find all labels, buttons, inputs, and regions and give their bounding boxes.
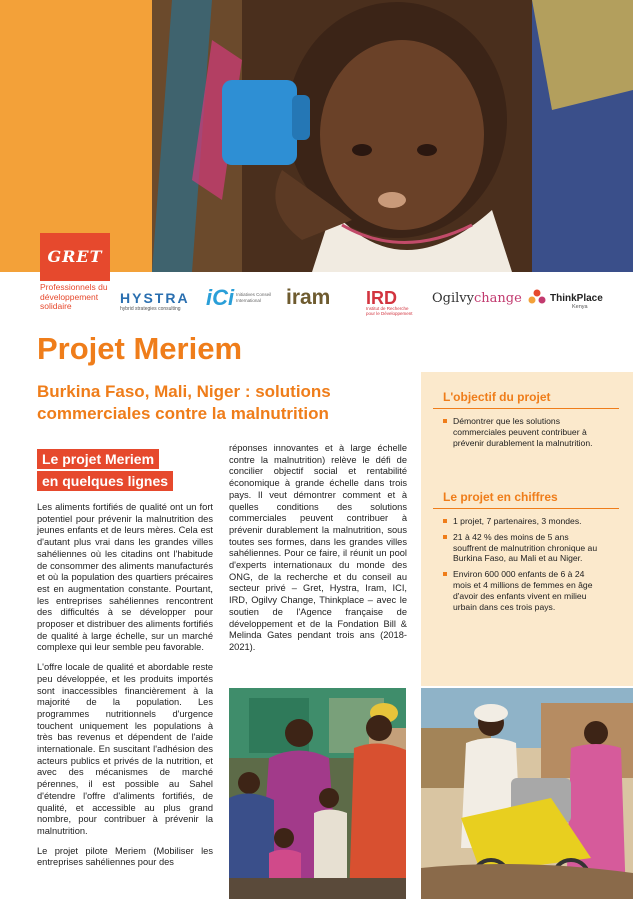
page-title: Projet Meriem xyxy=(37,331,243,366)
figures-rule xyxy=(433,508,619,509)
paragraph-3: Le projet pilote Meriem (Mobiliser les entreprises sahéliennes pour des xyxy=(37,845,213,868)
thinkplace-logo: ThinkPlace Kenya xyxy=(528,276,603,320)
header-photo-child-drinking xyxy=(152,0,633,272)
thinkplace-flower-icon xyxy=(528,289,546,307)
paragraph-2: L'offre locale de qualité et abordable reste peu développée, et les produits importés sont inaccessibles financièrement à la majorité de la population. Les programmes nutritionnels d'urgence touchent uniquement les populations à très bas revenus et dépendent de l'aide internationale. En suscitant l'adhésion des acteurs publics et privés de la nutrition, et avec des mécanismes de marché pérennes, il est possible au Sahel d'étendre l'offre d'aliments fortifiés, de qualité, et accessible au plus grand nombre, pour contribuer à prévenir la malnutrition. xyxy=(37,662,213,836)
objective-heading: L'objectif du projet xyxy=(443,390,551,404)
sidebar-box xyxy=(421,372,633,686)
gret-logo xyxy=(40,233,110,281)
objective-list xyxy=(443,416,603,453)
header-orange-block xyxy=(0,0,152,272)
figures-heading: Le projet en chiffres xyxy=(443,490,558,504)
list-item: Environ 600 000 enfants de 6 à 24 mois et 4 millions de femmes en âge d'avoir des enfants vivent en milieu urbain dans ces trois pays. xyxy=(443,569,603,612)
paragraph-1: Les aliments fortifiés de qualité ont un fort potentiel pour prévenir la malnutrition des jeunes enfants et de leurs mères. Cela est d'autant plus vrai dans les grandes villes sahéliennes où les citadins ont l'habitude de consommer des aliments manufacturés et où la population des quartiers précaires est en augmentation constante. Pourtant, les entreprises sahéliennes rencontrent des difficultés à se développer pour proposer et distribuer des aliments fortifiés de qualité à large échelle, sur un marché complexe qui leur semble peu favorable. xyxy=(37,502,213,653)
photo-street-vendor xyxy=(421,688,633,899)
objective-rule xyxy=(433,408,619,409)
partner-logos xyxy=(120,276,620,320)
ogilvy-change-logo: Ogilvy change xyxy=(432,290,522,306)
page-subtitle: Burkina Faso, Mali, Niger : solutions commerciales contre la malnutrition xyxy=(37,382,331,423)
figures-list xyxy=(443,516,603,617)
body-column-left xyxy=(37,502,213,877)
list-item: 1 projet, 7 partenaires, 3 mondes. xyxy=(443,516,603,527)
list-item: Démontrer que les solutions commerciales peuvent contribuer à prévenir durablement la malnutrition. xyxy=(443,416,603,448)
list-item: 21 à 42 % des moins de 5 ans souffrent de malnutrition chronique au Burkina Faso, au Mali et au Niger. xyxy=(443,532,603,564)
photo-women-with-children xyxy=(229,688,406,899)
gret-logo-text: GRET xyxy=(47,247,103,266)
gret-tagline: Professionnels du développement solidaire xyxy=(40,282,108,311)
iram-logo: iram xyxy=(286,286,331,309)
ird-logo: IRD Institut de Recherche pour le Développement xyxy=(366,287,413,316)
ici-logo: iCi Initiatives Conseil International xyxy=(206,285,272,310)
hystra-logo: HYSTRA hybrid strategies consulting xyxy=(120,290,190,312)
body-column-middle xyxy=(229,443,407,662)
paragraph-4: réponses innovantes et à large échelle contre la malnutrition) relève le défi de concilier objectif social et rentabilité économique à grande échelle dans trois pays. Il veut démontrer comment et à quelles conditions des solutions commerciales peuvent contribuer à prévenir durablement la malnutrition, sous toutes ses formes, dans les grandes villes sahéliennes. Pour ce faire, il réunit un pool d'experts internationaux du monde des ONG, de la recherche et du conseil au secteur privé – Gret, Hystra, Iram, ICI, IRD, Ogilvy Change, Thinkplace – avec le soutien de l'Agence française de développement et de la Fondation Bill & Melinda Gates pendant trois ans (2018-2021). xyxy=(229,443,407,652)
section-heading: Le projet Meriem en quelques lignes xyxy=(37,449,237,493)
